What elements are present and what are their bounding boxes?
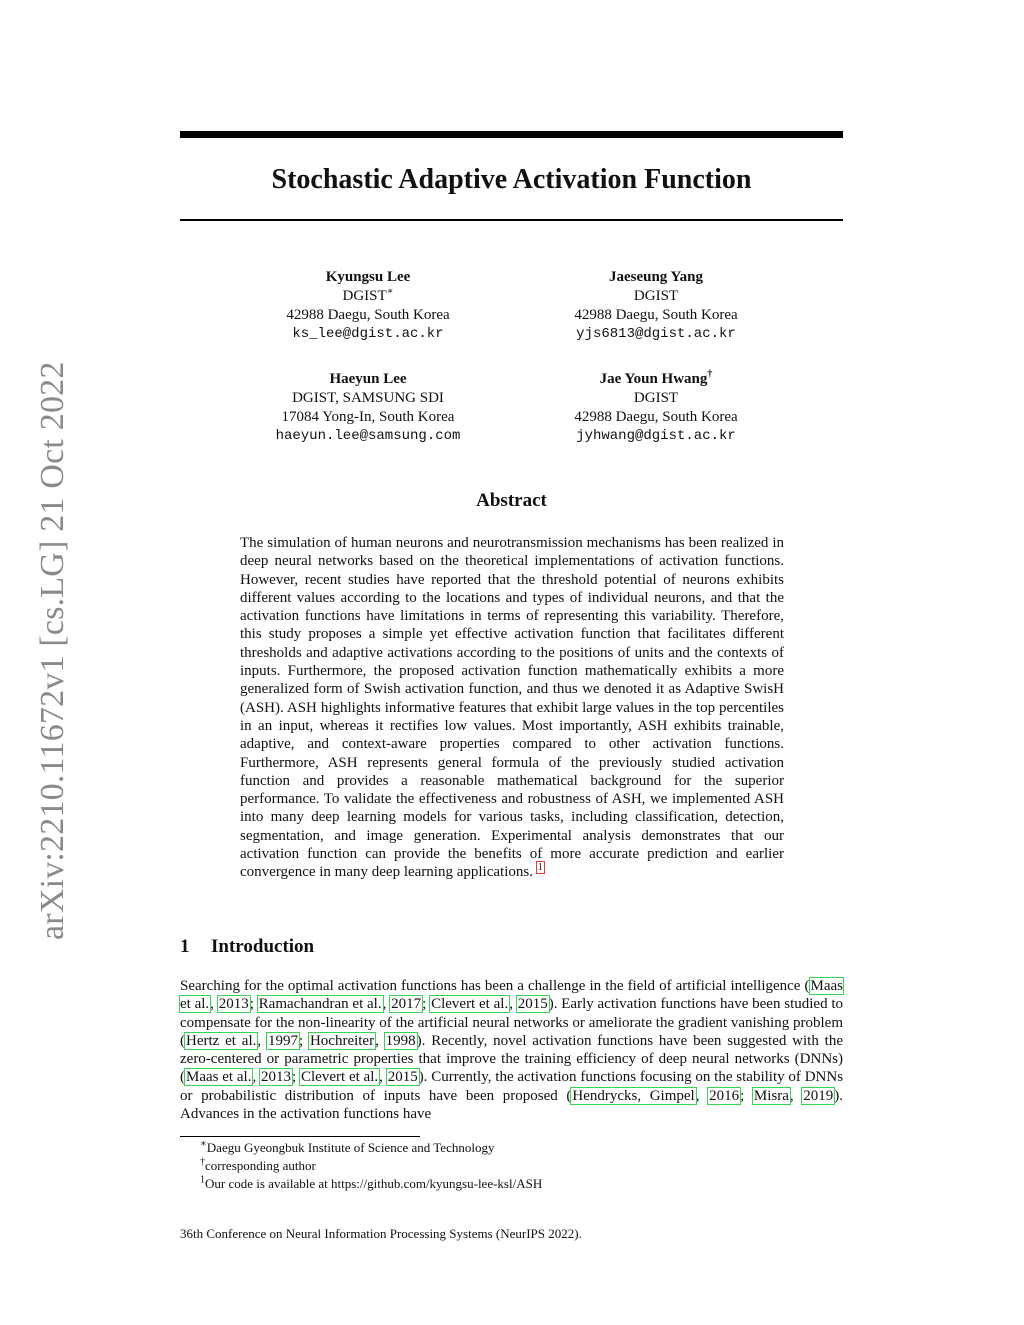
citation-link[interactable]: 2013 — [218, 996, 249, 1013]
paragraph-text: ). Recently, novel activation functions have been suggested with the zero-centered or parametric properties that improve the training efficiency of deep neural networks (DNNs) ( — [180, 1032, 844, 1086]
author-name: Haeyun Lee — [329, 371, 407, 387]
author-email[interactable]: jyhwang@dgist.ac.kr — [576, 428, 736, 444]
paragraph-text: ; — [422, 996, 431, 1013]
section-title: Introduction — [211, 936, 315, 957]
author-email[interactable]: yjs6813@dgist.ac.kr — [576, 326, 736, 342]
author-email[interactable]: haeyun.lee@samsung.com — [275, 428, 461, 444]
paragraph-text: , — [257, 1032, 267, 1049]
author-affiliation: DGIST∗ — [342, 286, 394, 304]
section-heading — [180, 935, 314, 959]
paragraph-text: , — [252, 1069, 261, 1086]
author-block — [506, 370, 806, 446]
author-affiliation: DGIST — [633, 288, 679, 304]
citation-link[interactable]: 1998 — [385, 1032, 416, 1049]
abstract-heading: Abstract — [476, 490, 547, 511]
paper-title: Stochastic Adaptive Activation Function — [271, 164, 752, 195]
citation-link[interactable]: 2013 — [261, 1069, 292, 1086]
affiliation-footnote-mark[interactable]: ∗ — [386, 286, 394, 297]
author-name: Kyungsu Lee — [325, 269, 411, 285]
author-address: 17084 Yong-In, South Korea — [281, 409, 455, 425]
footnote-item: ∗Daegu Gyeongbuk Institute of Science and Technology — [200, 1138, 495, 1155]
citation-link[interactable]: Ramachandran et al. — [258, 996, 382, 1013]
paragraph-text: , — [509, 996, 517, 1013]
citation-link[interactable]: 2019 — [803, 1087, 834, 1104]
paragraph-text: , — [375, 1032, 385, 1049]
arxiv-identifier: arXiv:2210.11672v1 [cs.LG] 21 Oct 2022 — [34, 361, 71, 940]
paragraph-text: , — [379, 1069, 387, 1086]
paragraph-text: , — [382, 996, 391, 1013]
paragraph-text: Searching for the optimal activation functions has been a challenge in the field of artificial intelligence ( — [180, 978, 810, 994]
paragraph-text: ; — [249, 996, 258, 1013]
author-affiliation: DGIST — [633, 390, 679, 406]
citation-link[interactable]: Maas et al. — [180, 978, 843, 1013]
author-block — [218, 268, 518, 344]
paragraph-text: ; — [298, 1032, 309, 1049]
author-email[interactable]: ks_lee@dgist.ac.kr — [292, 326, 444, 342]
citation-link[interactable]: 2015 — [387, 1069, 418, 1086]
section-number: 1 — [180, 936, 190, 957]
introduction-paragraph — [180, 977, 843, 1123]
paragraph-text: , — [695, 1087, 709, 1104]
citation-link[interactable]: Clevert et al. — [301, 1069, 379, 1086]
author-block — [218, 370, 518, 446]
citation-link[interactable]: Hertz et al. — [186, 1032, 257, 1049]
paragraph-text: ). Currently, the activation functions focusing on the stability of DNNs or probabilistic distribution of inputs have been proposed ( — [180, 1069, 844, 1104]
paragraph-text: ; — [740, 1087, 753, 1104]
citation-link[interactable]: 1997 — [267, 1032, 298, 1049]
footnotes — [200, 1139, 542, 1193]
author-address: 42988 Daegu, South Korea — [574, 409, 738, 425]
footnote-item: †corresponding author — [200, 1156, 316, 1173]
paragraph-text: , — [210, 996, 218, 1013]
footnote-item: $^1$Our code is available at https://github.com/kyungsu-lee-ksl/ASH — [200, 1174, 543, 1191]
citation-link[interactable]: Hochreiter — [309, 1032, 375, 1049]
paragraph-text: , — [789, 1087, 803, 1104]
citation-link[interactable]: 2017 — [391, 996, 422, 1013]
author-address: 42988 Daegu, South Korea — [574, 307, 738, 323]
citation-link[interactable]: Hendrycks, Gimpel — [572, 1087, 695, 1104]
author-block — [506, 268, 806, 344]
citation-link[interactable]: 2015 — [517, 996, 548, 1013]
author-address: 42988 Daegu, South Korea — [286, 307, 450, 323]
footnote-rule — [180, 1136, 420, 1137]
author-name: Jaeseung Yang — [608, 269, 704, 285]
corresponding-footnote-mark[interactable]: † — [707, 369, 713, 380]
citation-link[interactable]: Misra — [753, 1087, 789, 1104]
venue-note: 36th Conference on Neural Information Processing Systems (NeurIPS 2022). — [180, 1226, 582, 1241]
citation-link[interactable]: 2016 — [709, 1087, 740, 1104]
author-affiliation: DGIST, SAMSUNG SDI — [292, 390, 444, 406]
citation-link[interactable]: Clevert et al. — [431, 996, 509, 1013]
paragraph-text: ). Early activation functions have been studied to compensate for the non-linearity of the artificial neural networks or ameliorate the gradient vanishing problem ( — [180, 996, 844, 1049]
paragraph-text: ; — [292, 1069, 300, 1086]
abstract-text: The simulation of human neurons and neurotransmission mechanisms has been realized in deep neural networks based on the theoretical implementations of activation functions. However, recent studies have reported that the threshold potential of neurons exhibits different values according to the locations and types of individual neurons, and that the activation functions have limitations in terms of representing this variability. Therefore, this study proposes a simple yet effective activation function that facilitates different thresholds and adaptive activations according to the positions of units and the contexts of inputs. Furthermore, the proposed activation function mathematically exhibits a more generalized form of Swish activation function, and thus we denoted it as Adaptive SwisH (ASH). ASH highlights informative features that exhibit large values in the top percentiles in an input, whereas it rectifies low values. Most importantly, ASH exhibits trainable, adaptive, and context-aware properties compared to other activation functions. Furthermore, ASH represents general formula of the previously studied activation function and provides a reasonable mathematical background for the superior performance. To validate the effectiveness and robustness of ASH, we implemented ASH into many deep learning models for various tasks, including classification, detection, segmentation, and image generation. Experimental analysis demonstrates that our activation function can provide the benefits of more accurate prediction and earlier convergence in many deep learning applications. $^1$ — [240, 535, 784, 881]
title-rule-bottom — [180, 219, 843, 221]
author-name: Jae Youn Hwang† — [599, 369, 713, 387]
title-rule-top — [180, 131, 843, 138]
citation-link[interactable]: Maas et al. — [186, 1069, 252, 1086]
paragraph-text: ). Advances in the activation functions have — [180, 1087, 844, 1123]
code-footnote-link[interactable]: 1 — [537, 862, 543, 874]
